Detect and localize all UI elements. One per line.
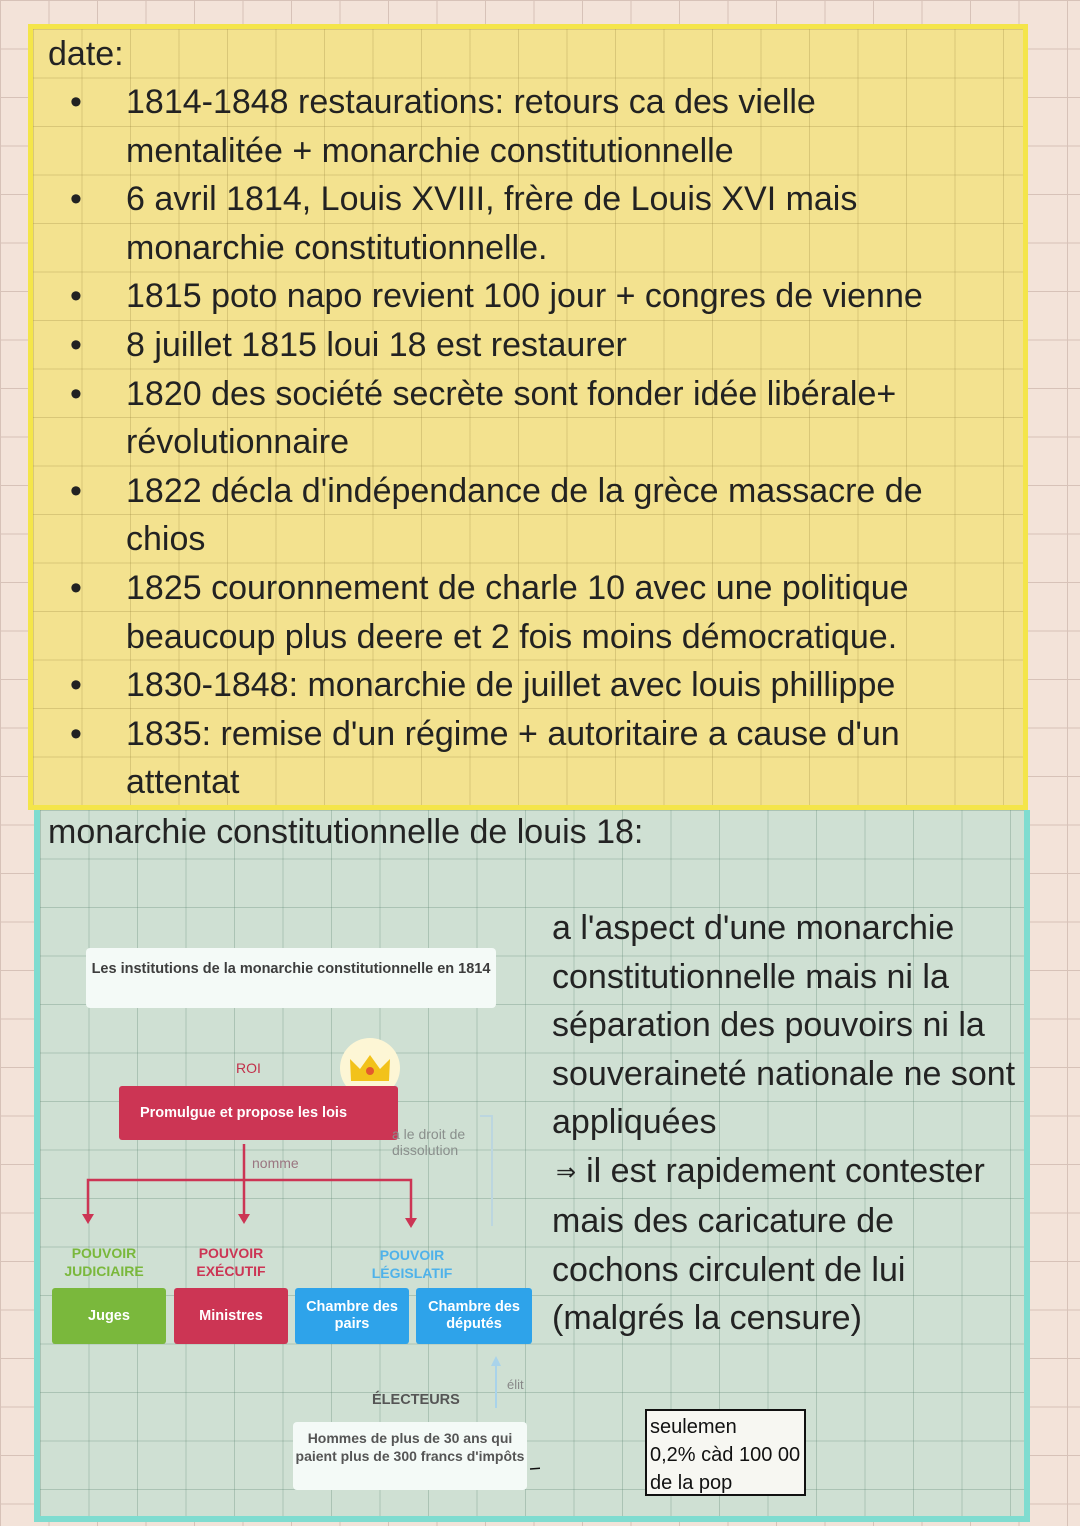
chambre-pairs-box: Chambre des pairs	[295, 1288, 409, 1344]
list-item	[0, 661, 966, 710]
section-title: monarchie constitutionnelle de louis 18:	[48, 813, 644, 851]
list-item	[0, 321, 966, 370]
electeurs-label: ÉLECTEURS	[372, 1392, 460, 1408]
note-box	[645, 1409, 806, 1496]
bullet: •	[70, 714, 82, 753]
roi-box: Promulgue et propose les lois	[119, 1086, 398, 1140]
dissolution-label: a le droit de dissolution	[392, 1126, 466, 1158]
list-item-text: 1815 poto napo revient 100 jour + congres de vienne	[126, 277, 923, 316]
bullet: •	[70, 666, 82, 705]
note-line: seulemen	[650, 1416, 737, 1438]
hommes-box: Hommes de plus de 30 ans qui paient plus de 300 francs d'impôts	[293, 1422, 527, 1490]
institutions-diagram	[40, 930, 540, 1520]
list-item-text: 8 juillet 1815 loui 18 est restaurer	[126, 325, 627, 364]
list-item-text: 1825 couronnement de charle 10 avec une politique beaucoup plus deere et 2 fois moins démocratique.	[126, 568, 909, 656]
bullet: •	[70, 374, 82, 413]
juges-box: Juges	[52, 1288, 166, 1344]
ministres-box: Ministres	[174, 1288, 288, 1344]
list-item	[0, 370, 966, 467]
bullet: •	[70, 180, 82, 219]
list-item	[0, 78, 966, 175]
list-item	[0, 272, 966, 321]
list-item-text: 1835: remise d'un régime + autoritaire a cause d'un attentat	[126, 714, 900, 802]
bullet: •	[70, 325, 82, 364]
list-item-text: 6 avril 1814, Louis XVIII, frère de Louis XVI mais monarchie constitutionnelle.	[126, 180, 858, 267]
note-line: 0,2% càd 100 00	[650, 1444, 801, 1466]
legislatif-label: POUVOIR LÉGISLATIF	[371, 1247, 453, 1281]
timeline-list	[0, 78, 1000, 807]
list-item	[0, 175, 966, 272]
list-item-text: 1820 des société secrète sont fonder idée libérale+ révolutionnaire	[126, 374, 897, 462]
aside-consequence: il est rapidement contester mais des caricature de cochons circulent de lui (malgrés la censure)	[552, 1151, 985, 1338]
list-item-text: 1814-1848 restaurations: retours ca des vielle mentalitée + monarchie constitutionnelle	[126, 83, 816, 170]
roi-label: ROI	[236, 1060, 261, 1076]
list-item	[0, 467, 966, 564]
bullet: •	[70, 277, 82, 316]
aside-text	[552, 904, 1022, 1343]
aside-paragraph: a l'aspect d'une monarchie constitutionnelle mais ni la séparation des pouvoirs ni la souveraineté nationale ne sont appliquées	[552, 909, 1016, 1142]
list-item-text: 1822 décla d'indépendance de la grèce massacre de chios	[126, 471, 923, 559]
note-line: de la pop	[650, 1472, 733, 1494]
judiciaire-label: POUVOIR JUDICIAIRE	[64, 1245, 144, 1279]
bullet: •	[70, 471, 82, 510]
executif-label: POUVOIR EXÉCUTIF	[196, 1245, 266, 1279]
arrow-icon: ⇒	[556, 1158, 577, 1186]
elit-label: élit	[507, 1377, 524, 1392]
bullet: •	[70, 568, 82, 607]
list-item	[0, 564, 966, 661]
date-heading: date:	[48, 35, 124, 73]
diagram-title: Les institutions de la monarchie constitutionnelle en 1814	[86, 948, 496, 1008]
chambre-deputes-box: Chambre des députés	[416, 1288, 532, 1344]
nomme-label: nomme	[252, 1155, 299, 1171]
list-item	[0, 710, 966, 807]
bullet: •	[70, 83, 82, 121]
list-item-text: 1830-1848: monarchie de juillet avec louis phillippe	[126, 666, 896, 705]
